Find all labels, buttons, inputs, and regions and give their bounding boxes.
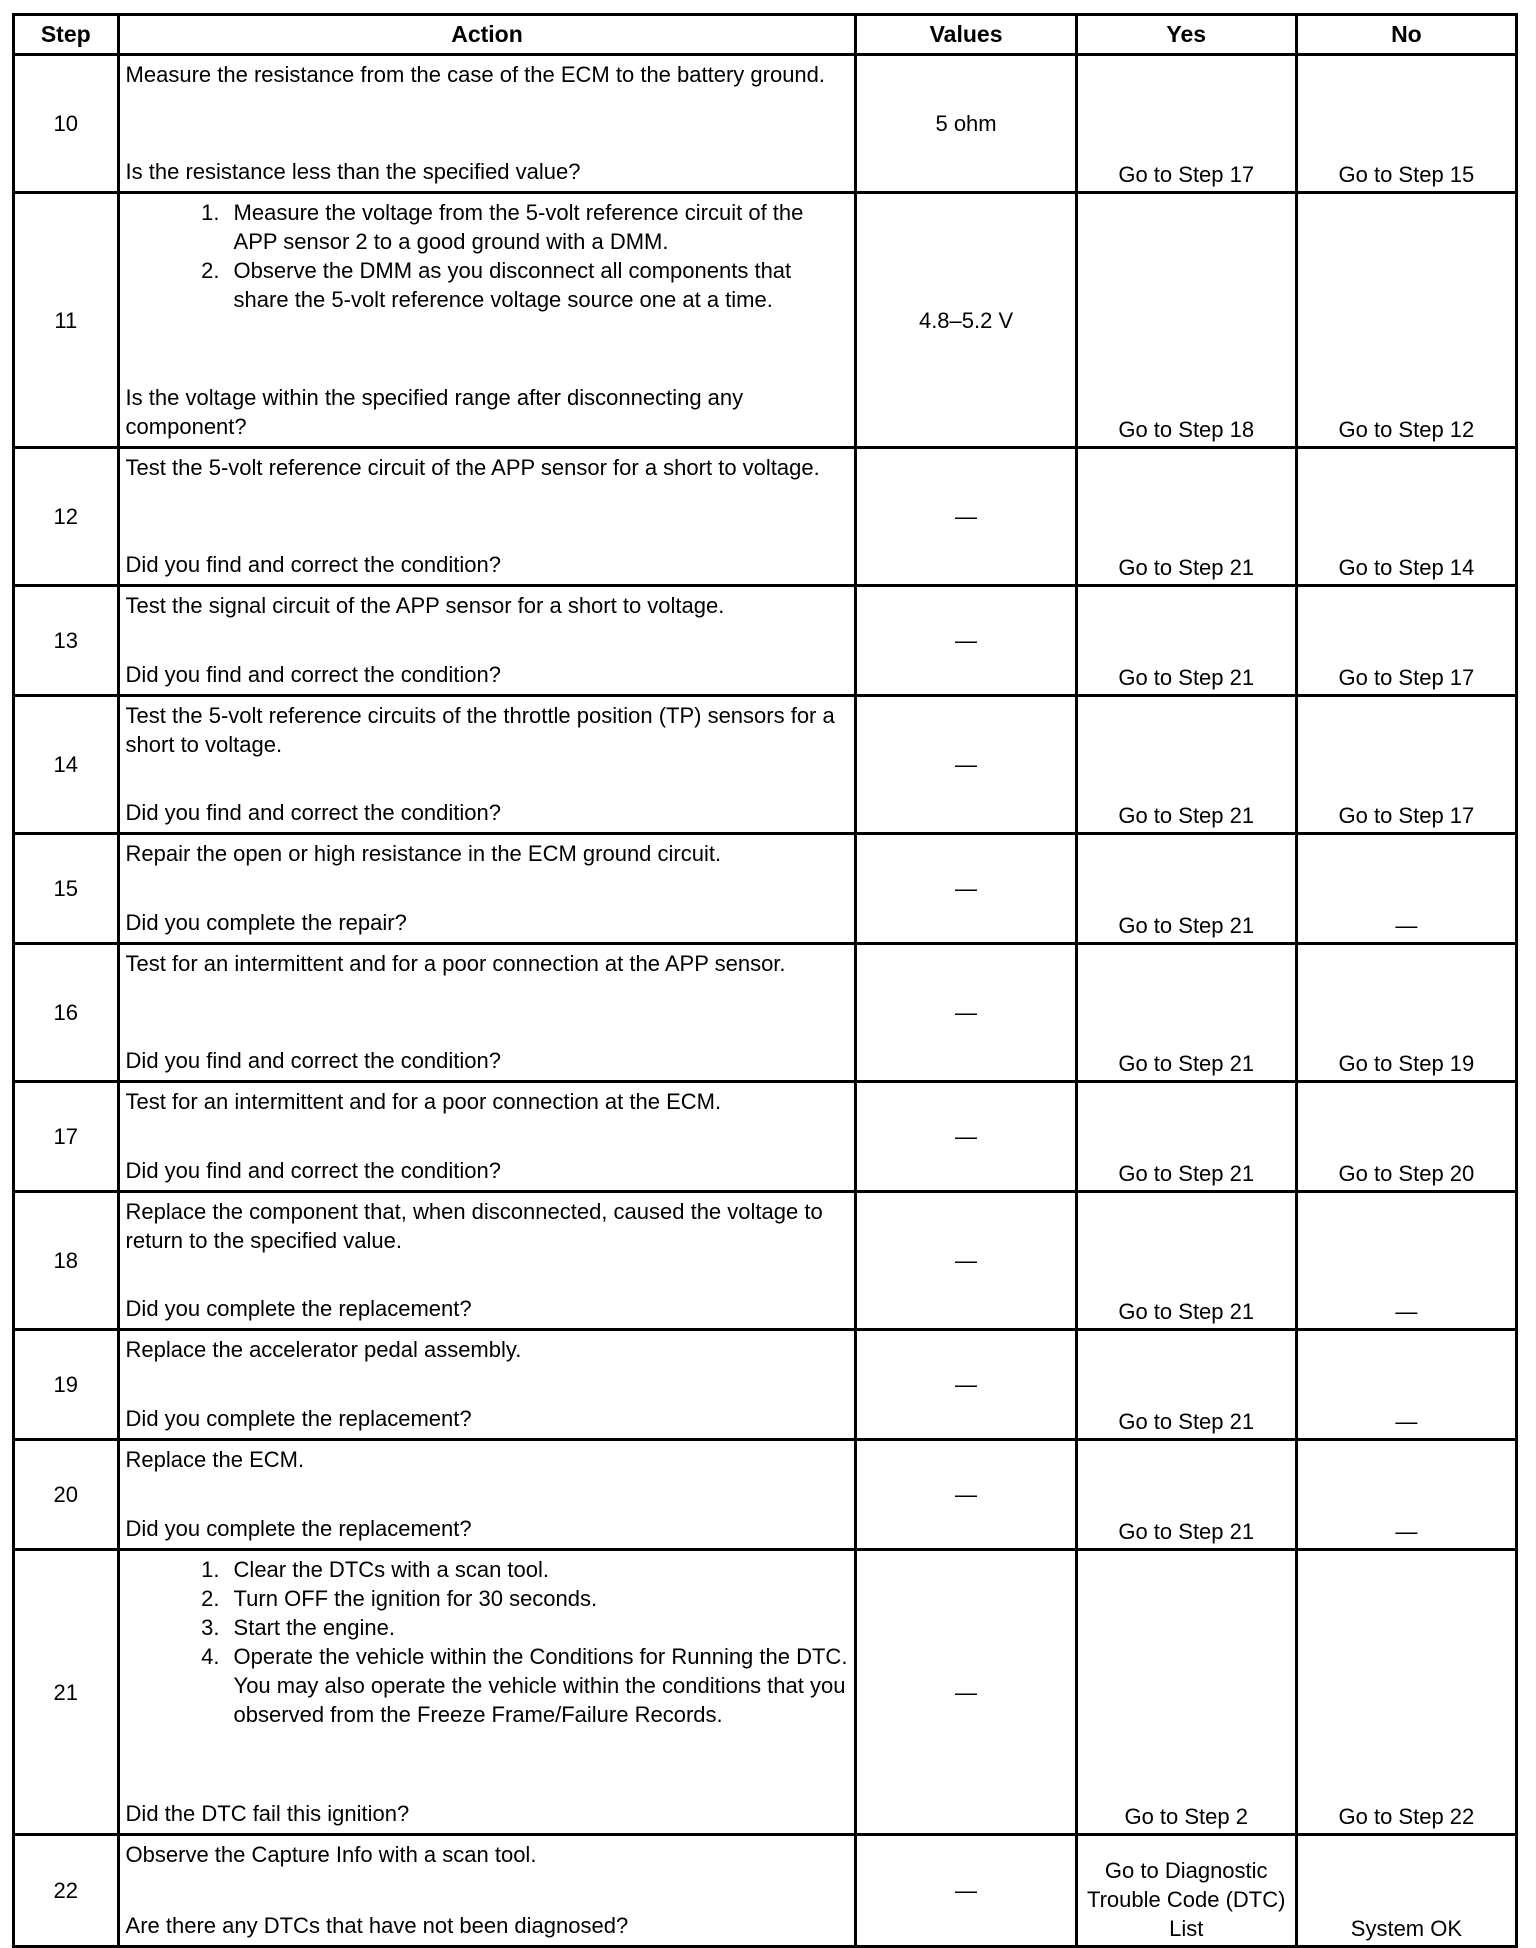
substep-item: 1. Measure the voltage from the 5-volt reference circuit of the APP sensor 2 to a good ground with a DMM. — [226, 198, 849, 256]
action-text: Replace the component that, when disconnected, caused the voltage to return to the specified value. — [125, 1199, 823, 1253]
action-question: Did you complete the repair? — [125, 910, 407, 935]
value-cell: — — [856, 1330, 1076, 1440]
action-question: Is the voltage within the specified range after disconnecting any component? — [125, 385, 744, 439]
action-question: Are there any DTCs that have not been diagnosed? — [125, 1913, 629, 1938]
action-text: Test for an intermittent and for a poor connection at the APP sensor. — [125, 951, 786, 976]
step-number: 14 — [14, 696, 119, 834]
action-text: Test for an intermittent and for a poor connection at the ECM. — [125, 1089, 722, 1114]
action-cell — [118, 586, 856, 696]
no-cell: Go to Step 22 — [1296, 1550, 1516, 1835]
action-text: Measure the resistance from the case of the ECM to the battery ground. — [125, 62, 826, 87]
header-step: Step — [14, 15, 119, 55]
action-question: Did the DTC fail this ignition? — [125, 1801, 410, 1826]
no-cell: Go to Step 20 — [1296, 1082, 1516, 1192]
value-cell: — — [856, 1835, 1076, 1947]
action-cell — [118, 834, 856, 944]
table-row — [14, 448, 1517, 586]
action-text: Observe the Capture Info with a scan tool. — [125, 1842, 537, 1867]
step-number: 10 — [14, 55, 119, 193]
value-cell: — — [856, 586, 1076, 696]
action-question: Did you complete the replacement? — [125, 1406, 472, 1431]
action-question: Did you find and correct the condition? — [125, 1048, 501, 1073]
yes-cell: Go to Step 2 — [1076, 1550, 1296, 1835]
step-number: 21 — [14, 1550, 119, 1835]
value-cell: 5 ohm — [856, 55, 1076, 193]
action-cell — [118, 448, 856, 586]
table-row — [14, 1440, 1517, 1550]
substep-item: 3. Start the engine. — [226, 1613, 849, 1642]
no-cell: — — [1296, 1440, 1516, 1550]
action-question: Did you find and correct the condition? — [125, 552, 501, 577]
table-row — [14, 944, 1517, 1082]
value-cell: — — [856, 696, 1076, 834]
action-text: Test the signal circuit of the APP sensor for a short to voltage. — [125, 593, 725, 618]
header-values: Values — [856, 15, 1076, 55]
value-cell: — — [856, 1440, 1076, 1550]
step-number: 19 — [14, 1330, 119, 1440]
value-cell: — — [856, 1192, 1076, 1330]
no-cell: — — [1296, 1330, 1516, 1440]
yes-cell: Go to Step 21 — [1076, 696, 1296, 834]
yes-cell: Go to Step 21 — [1076, 1330, 1296, 1440]
yes-cell: Go to Step 21 — [1076, 834, 1296, 944]
value-cell: — — [856, 834, 1076, 944]
table-row — [14, 1330, 1517, 1440]
value-cell: — — [856, 1082, 1076, 1192]
table-row — [14, 193, 1517, 448]
action-question: Did you find and correct the condition? — [125, 800, 501, 825]
action-cell — [118, 1192, 856, 1330]
table-row — [14, 1082, 1517, 1192]
yes-cell: Go to Step 21 — [1076, 1440, 1296, 1550]
action-text: Replace the accelerator pedal assembly. — [125, 1337, 522, 1362]
action-cell — [118, 944, 856, 1082]
yes-cell: Go to Step 18 — [1076, 193, 1296, 448]
substep-item: 2. Observe the DMM as you disconnect all components that share the 5-volt reference voltage source one at a time. — [226, 256, 849, 314]
table-row — [14, 696, 1517, 834]
table-row — [14, 1835, 1517, 1947]
action-text: Test the 5-volt reference circuits of the throttle position (TP) sensors for a short to voltage. — [125, 703, 835, 757]
value-cell: — — [856, 1550, 1076, 1835]
table-row — [14, 586, 1517, 696]
action-text: Replace the ECM. — [125, 1447, 305, 1472]
substep-list — [126, 198, 849, 314]
value-cell: 4.8–5.2 V — [856, 193, 1076, 448]
action-cell — [118, 1330, 856, 1440]
action-cell — [118, 696, 856, 834]
step-number: 17 — [14, 1082, 119, 1192]
substep-item: 2. Turn OFF the ignition for 30 seconds. — [226, 1584, 849, 1613]
action-question: Did you find and correct the condition? — [125, 662, 501, 687]
action-cell — [118, 1082, 856, 1192]
table-row — [14, 1550, 1517, 1835]
yes-cell: Go to Step 21 — [1076, 944, 1296, 1082]
header-yes: Yes — [1076, 15, 1296, 55]
no-cell: — — [1296, 1192, 1516, 1330]
header-no: No — [1296, 15, 1516, 55]
action-question: Is the resistance less than the specified value? — [125, 159, 581, 184]
table-row — [14, 55, 1517, 193]
yes-cell: Go to Step 21 — [1076, 448, 1296, 586]
action-question: Did you find and correct the condition? — [125, 1158, 501, 1183]
action-cell — [118, 1440, 856, 1550]
action-cell — [118, 55, 856, 193]
no-cell: Go to Step 17 — [1296, 586, 1516, 696]
action-cell — [118, 1835, 856, 1947]
no-cell: Go to Step 14 — [1296, 448, 1516, 586]
action-question: Did you complete the replacement? — [125, 1516, 472, 1541]
step-number: 22 — [14, 1835, 119, 1947]
step-number: 12 — [14, 448, 119, 586]
substep-item: 4. Operate the vehicle within the Conditions for Running the DTC. You may also operate the vehicle within the conditions that you observed from the Freeze Frame/Failure Records. — [226, 1642, 849, 1729]
diagnostic-table — [12, 13, 1518, 1948]
step-number: 15 — [14, 834, 119, 944]
action-text: Test the 5-volt reference circuit of the APP sensor for a short to voltage. — [125, 455, 820, 480]
no-cell: — — [1296, 834, 1516, 944]
action-cell — [118, 1550, 856, 1835]
action-question: Did you complete the replacement? — [125, 1296, 472, 1321]
no-cell: System OK — [1296, 1835, 1516, 1947]
value-cell: — — [856, 944, 1076, 1082]
step-number: 20 — [14, 1440, 119, 1550]
step-number: 16 — [14, 944, 119, 1082]
table-row — [14, 1192, 1517, 1330]
yes-cell: Go to Step 17 — [1076, 55, 1296, 193]
action-text: Repair the open or high resistance in the ECM ground circuit. — [125, 841, 722, 866]
step-number: 18 — [14, 1192, 119, 1330]
header-row — [14, 15, 1517, 55]
yes-cell: Go to Step 21 — [1076, 1192, 1296, 1330]
yes-cell: Go to Step 21 — [1076, 586, 1296, 696]
no-cell: Go to Step 15 — [1296, 55, 1516, 193]
action-cell — [118, 193, 856, 448]
no-cell: Go to Step 12 — [1296, 193, 1516, 448]
table-row — [14, 834, 1517, 944]
header-action: Action — [118, 15, 856, 55]
no-cell: Go to Step 19 — [1296, 944, 1516, 1082]
yes-cell: Go to Diagnostic Trouble Code (DTC) List — [1076, 1835, 1296, 1947]
no-cell: Go to Step 17 — [1296, 696, 1516, 834]
value-cell: — — [856, 448, 1076, 586]
substep-list — [126, 1555, 849, 1729]
yes-cell: Go to Step 21 — [1076, 1082, 1296, 1192]
step-number: 11 — [14, 193, 119, 448]
step-number: 13 — [14, 586, 119, 696]
substep-item: 1. Clear the DTCs with a scan tool. — [226, 1555, 849, 1584]
